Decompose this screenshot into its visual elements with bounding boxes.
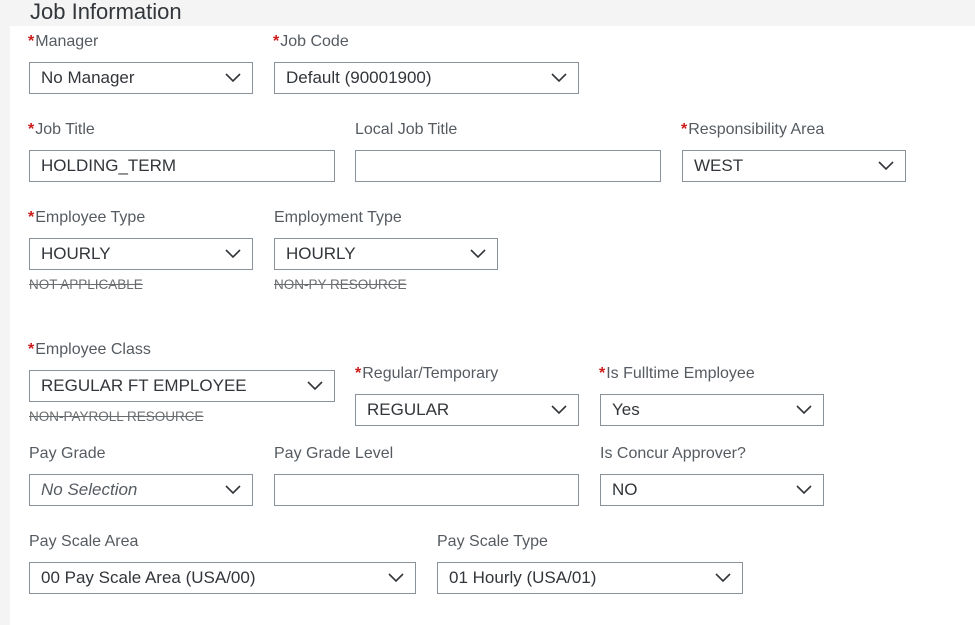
- chevron-down-icon[interactable]: [785, 395, 823, 425]
- chevron-down-icon[interactable]: [540, 395, 578, 425]
- chevron-down-icon[interactable]: [704, 563, 742, 593]
- chevron-down-icon[interactable]: [377, 563, 415, 593]
- job-title-label: *Job Title: [28, 121, 95, 138]
- regular-temporary-label: *Regular/Temporary: [355, 365, 499, 382]
- employee-type-note: NOT APPLICABLE: [29, 277, 143, 292]
- manager-label: *Manager: [28, 33, 99, 50]
- job-title-input[interactable]: [29, 150, 335, 182]
- chevron-down-icon[interactable]: [867, 151, 905, 181]
- pay-scale-type-value: 01 Hourly (USA/01): [449, 568, 597, 587]
- concur-approver-label: Is Concur Approver?: [600, 445, 746, 462]
- employment-type-note: NON-PY RESOURCE: [274, 277, 407, 292]
- pay-scale-area-select[interactable]: [29, 562, 416, 594]
- chevron-down-icon[interactable]: [785, 475, 823, 505]
- employee-class-label: *Employee Class: [28, 341, 151, 358]
- chevron-down-icon[interactable]: [296, 371, 334, 401]
- concur-approver-select[interactable]: [600, 474, 824, 506]
- employment-type-select[interactable]: [274, 238, 498, 270]
- section-title: Job Information: [30, 0, 182, 24]
- employee-class-note: NON-PAYROLL RESOURCE: [29, 409, 204, 424]
- chevron-down-icon[interactable]: [540, 63, 578, 93]
- job-code-label: *Job Code: [273, 33, 349, 50]
- pay-scale-area-value: 00 Pay Scale Area (USA/00): [41, 568, 256, 587]
- responsibility-area-select[interactable]: [682, 150, 906, 182]
- job-code-select[interactable]: [274, 62, 579, 94]
- local-job-title-input[interactable]: [355, 150, 661, 182]
- fulltime-employee-select[interactable]: [600, 394, 824, 426]
- regular-temporary-value: REGULAR: [367, 400, 450, 419]
- responsibility-area-label: *Responsibility Area: [681, 121, 825, 138]
- regular-temporary-select[interactable]: [355, 394, 579, 426]
- job-title-value: HOLDING_TERM: [41, 156, 177, 175]
- manager-select[interactable]: [29, 62, 253, 94]
- concur-approver-value: NO: [612, 480, 638, 499]
- chevron-down-icon[interactable]: [214, 475, 252, 505]
- employee-type-value: HOURLY: [41, 244, 111, 263]
- chevron-down-icon[interactable]: [459, 239, 497, 269]
- pay-scale-type-label: Pay Scale Type: [437, 533, 548, 550]
- pay-scale-area-label: Pay Scale Area: [29, 533, 139, 550]
- fulltime-employee-label: *Is Fulltime Employee: [599, 365, 755, 382]
- local-job-title-label: Local Job Title: [355, 121, 458, 138]
- employee-class-select[interactable]: [29, 370, 335, 402]
- employment-type-label: Employment Type: [274, 209, 402, 226]
- pay-grade-level-label: Pay Grade Level: [274, 445, 394, 462]
- responsibility-area-value: WEST: [694, 156, 744, 175]
- fulltime-employee-value: Yes: [612, 400, 640, 419]
- chevron-down-icon[interactable]: [214, 239, 252, 269]
- pay-grade-value: No Selection: [41, 480, 138, 499]
- job-code-value: Default (90001900): [286, 68, 432, 87]
- employee-type-select[interactable]: [29, 238, 253, 270]
- employment-type-value: HOURLY: [286, 244, 356, 263]
- pay-grade-select[interactable]: [29, 474, 253, 506]
- pay-grade-level-input[interactable]: [274, 474, 579, 506]
- pay-grade-label: Pay Grade: [29, 445, 106, 462]
- employee-class-value: REGULAR FT EMPLOYEE: [41, 376, 247, 395]
- employee-type-label: *Employee Type: [28, 209, 146, 226]
- chevron-down-icon[interactable]: [214, 63, 252, 93]
- left-strip: [0, 26, 10, 625]
- manager-value: No Manager: [41, 68, 135, 87]
- pay-scale-type-select[interactable]: [437, 562, 743, 594]
